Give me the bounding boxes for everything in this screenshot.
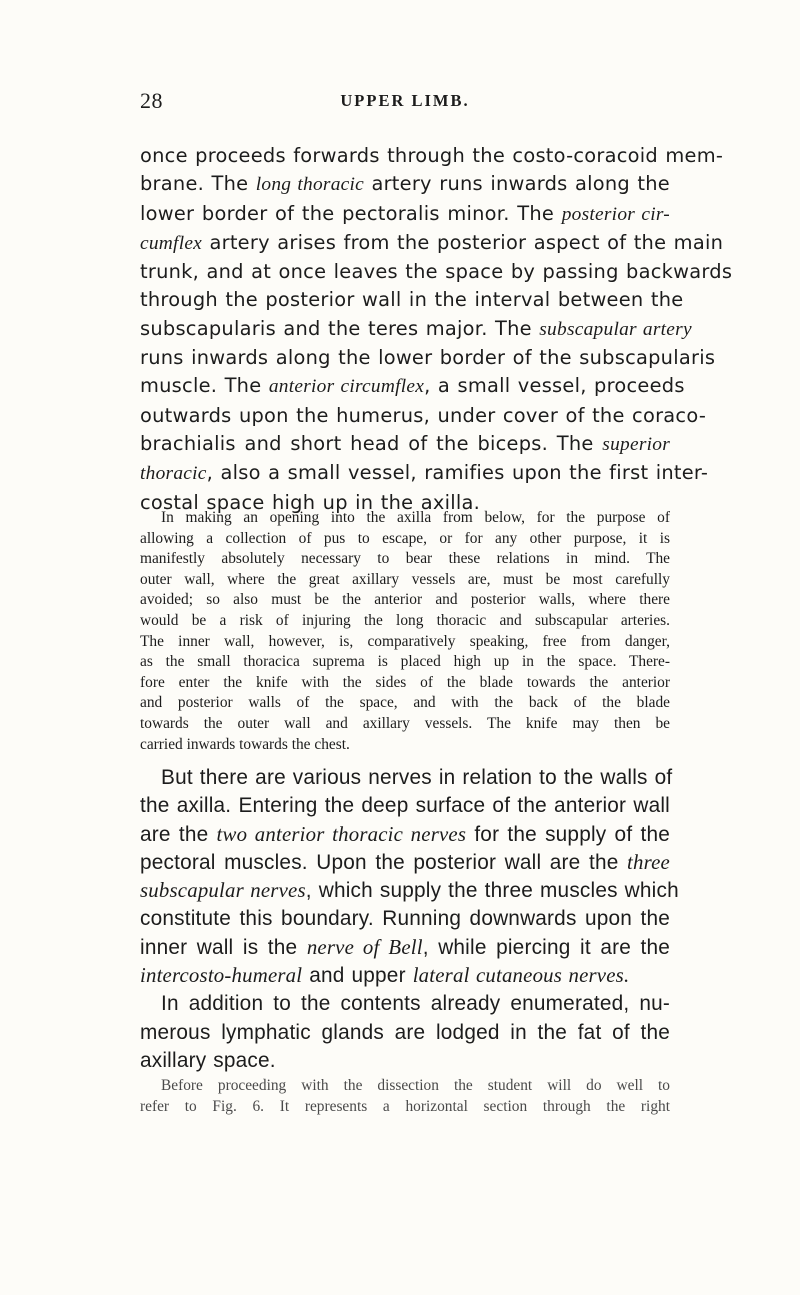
- paragraph-axillary-nerves: [140, 764, 679, 1075]
- page-number: 28: [140, 88, 163, 113]
- note-line: The inner wall, however, is, comparatively speaking, free from danger,: [140, 632, 670, 650]
- text-line: constitute this boundary. Running downwards upon the: [140, 907, 670, 931]
- text-line: pectoral muscles. Upon the posterior wall are the three: [140, 850, 670, 874]
- text-line: cumflex artery arises from the posterior aspect of the main: [140, 230, 724, 254]
- text-line: muscle. The anterior circumflex, a small vessel, proceeds: [140, 374, 685, 398]
- note-line: fore enter the knife with the sides of the blade towards the anterior: [140, 673, 670, 691]
- term-anterior-thoracic-nerves: two anterior thoracic nerves: [216, 822, 467, 846]
- note-dissection-figure: [140, 1076, 670, 1117]
- note-axilla-incision: [140, 508, 670, 755]
- paragraph-axillary-branches: [140, 142, 733, 517]
- text-line: once proceeds forwards through the costo-coracoid mem-: [140, 144, 724, 167]
- term-intercosto-humeral: intercosto-humeral: [140, 964, 303, 988]
- text-line: merous lymphatic glands are lodged in the fat of the: [140, 1020, 670, 1044]
- text-line: outwards upon the humerus, under cover of the coraco-: [140, 403, 707, 427]
- note-line: outer wall, where the great axillary vessels are, must be most carefully: [140, 570, 670, 588]
- text-line: axillary space.: [140, 1048, 276, 1072]
- note-line: manifestly absolutely necessary to bear these relations in mind. The: [140, 550, 670, 568]
- note-line: avoided; so also must be the anterior and posterior walls, where there: [140, 591, 670, 609]
- note-line: towards the outer wall and axillary vessels. The knife may then be: [140, 714, 670, 732]
- text-line: are the two anterior thoracic nerves for the supply of the: [140, 822, 670, 846]
- term-lateral-cutaneous-nerves: lateral cutaneous nerves.: [412, 964, 630, 988]
- note-line: would be a risk of injuring the long thoracic and subscapular arteries.: [140, 611, 670, 629]
- text-line: trunk, and at once leaves the space by passing backwards: [140, 260, 733, 284]
- note-line: and posterior walls of the space, and with the back of the blade: [140, 694, 670, 712]
- text-line: subscapular nerves, which supply the three muscles which: [140, 879, 679, 903]
- text-line: brachialis and short head of the biceps. The superior: [140, 431, 670, 455]
- text-line: inner wall is the nerve of Bell, while piercing it are the: [140, 935, 670, 959]
- note-line: carried inwards towards the chest.: [140, 735, 350, 753]
- text-line: the axilla. Entering the deep surface of the anterior wall: [140, 794, 670, 818]
- note-line: allowing a collection of pus to escape, or for any other purpose, it is: [140, 529, 670, 547]
- term-posterior-circumflex: posterior cir-: [561, 203, 670, 225]
- text-line: thoracic, also a small vessel, ramifies upon the first inter-: [140, 461, 709, 485]
- term-subscapular-nerves: three: [627, 850, 670, 874]
- text-line: lower border of the pectoralis minor. The posterior cir-: [140, 201, 670, 225]
- text-line: But there are various nerves in relation to the walls of: [161, 766, 673, 789]
- term-anterior-circumflex: anterior circumflex: [268, 376, 425, 398]
- text-line: runs inwards along the lower border of the subscapularis: [140, 346, 716, 370]
- term-long-thoracic: long thoracic: [255, 174, 364, 196]
- text-line: In addition to the contents already enumerated, nu-: [161, 992, 670, 1016]
- running-head: [140, 88, 670, 118]
- running-title: UPPER LIMB.: [340, 91, 470, 110]
- note-line: refer to Fig. 6. It represents a horizontal section through the right: [140, 1097, 670, 1115]
- text-line: intercosto-humeral and upper lateral cutaneous nerves.: [140, 964, 630, 988]
- term-nerve-of-bell: nerve of Bell: [306, 935, 423, 959]
- text-line: brane. The long thoracic artery runs inwards along the: [140, 172, 670, 196]
- note-line: In making an opening into the axilla from below, for the purpose of: [161, 509, 670, 526]
- text-line: costal space high up in the axilla.: [140, 490, 481, 514]
- text-line: subscapularis and the teres major. The subscapular artery: [140, 316, 692, 340]
- note-line: as the small thoracica suprema is placed high up in the space. There-: [140, 653, 670, 671]
- term-superior-thoracic: superior: [602, 433, 670, 455]
- term-subscapular-artery: subscapular artery: [539, 318, 692, 340]
- note-line: Before proceeding with the dissection the student will do well to: [161, 1077, 670, 1094]
- text-line: through the posterior wall in the interval between the: [140, 288, 684, 312]
